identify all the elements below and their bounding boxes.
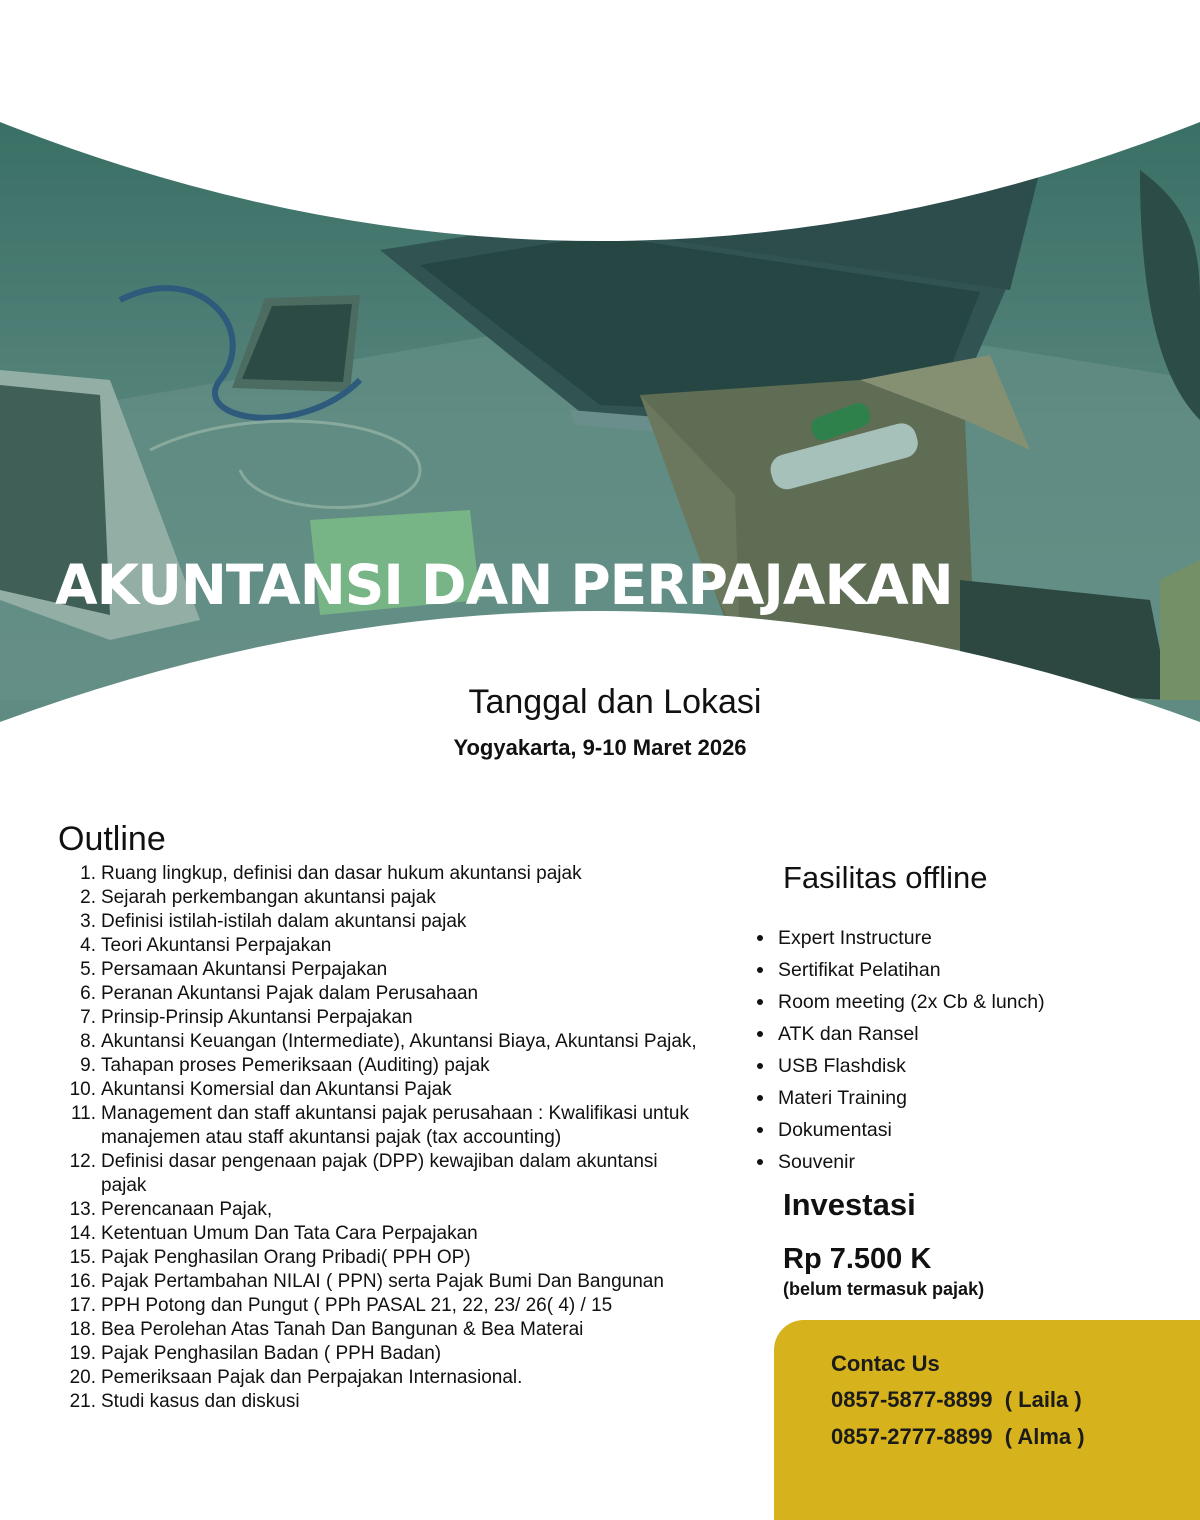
outline-item-number: 4. xyxy=(80,935,96,956)
outline-item xyxy=(58,1366,708,1390)
facility-item-text: Dokumentasi xyxy=(778,1119,892,1141)
outline-item xyxy=(58,958,708,982)
facility-item-text: USB Flashdisk xyxy=(778,1055,906,1077)
outline-item xyxy=(58,1198,708,1222)
bullet-icon xyxy=(757,1095,763,1101)
outline-item-text: Pemeriksaan Pajak dan Perpajakan Internasional. xyxy=(101,1367,523,1388)
outline-item-text: Perencanaan Pajak, xyxy=(101,1199,273,1220)
outline-item-number: 17. xyxy=(69,1295,96,1316)
bullet-icon xyxy=(757,935,763,941)
outline-item-text: Studi kasus dan diskusi xyxy=(101,1391,300,1412)
outline-item-number: 7. xyxy=(80,1007,96,1028)
outline-item-text: Management dan staff akuntansi pajak perusahaan : Kwalifikasi untuk manajemen atau staff akuntansi pajak (tax accounting) xyxy=(101,1103,689,1148)
investment-heading: Investasi xyxy=(783,1187,916,1222)
outline-item xyxy=(58,910,708,934)
facility-item xyxy=(755,1146,1045,1178)
facility-item-text: ATK dan Ransel xyxy=(778,1023,919,1045)
bullet-icon xyxy=(757,1127,763,1133)
outline-item-number: 14. xyxy=(69,1223,96,1244)
outline-item-number: 15. xyxy=(69,1247,96,1268)
outline-heading: Outline xyxy=(58,820,166,858)
outline-item-text: PPH Potong dan Pungut ( PPh PASAL 21, 22, 23/ 26( 4) / 15 xyxy=(101,1295,613,1316)
outline-item-number: 10. xyxy=(69,1079,96,1100)
outline-item-number: 18. xyxy=(69,1319,96,1340)
outline-item-number: 9. xyxy=(80,1055,96,1076)
outline-item-text: Ketentuan Umum Dan Tata Cara Perpajakan xyxy=(101,1223,478,1244)
outline-item-number: 6. xyxy=(80,983,96,1004)
facility-item-text: Sertifikat Pelatihan xyxy=(778,959,941,981)
outline-item xyxy=(58,1006,708,1030)
outline-item-number: 5. xyxy=(80,959,96,980)
facility-item xyxy=(755,954,1045,986)
facilities-list xyxy=(755,922,1045,1178)
facility-item xyxy=(755,1114,1045,1146)
outline-item xyxy=(58,1030,708,1054)
outline-list xyxy=(58,862,708,1414)
outline-item-number: 20. xyxy=(69,1367,96,1388)
outline-item-text: Teori Akuntansi Perpajakan xyxy=(101,935,332,956)
outline-item-number: 8. xyxy=(80,1031,96,1052)
outline-item xyxy=(58,1150,708,1198)
outline-item-text: Definisi dasar pengenaan pajak (DPP) kewajiban dalam akuntansi pajak xyxy=(101,1151,658,1196)
outline-item-number: 11. xyxy=(70,1103,96,1124)
bullet-icon xyxy=(757,999,763,1005)
outline-item-text: Pajak Penghasilan Orang Pribadi( PPH OP) xyxy=(101,1247,471,1268)
schedule-heading: Tanggal dan Lokasi xyxy=(468,683,762,721)
outline-item-text: Pajak Pertambahan NILAI ( PPN) serta Pajak Bumi Dan Bangunan xyxy=(101,1271,664,1292)
outline-item-text: Ruang lingkup, definisi dan dasar hukum akuntansi pajak xyxy=(101,863,582,884)
outline-item xyxy=(58,1246,708,1270)
bullet-icon xyxy=(757,1063,763,1069)
outline-item-text: Bea Perolehan Atas Tanah Dan Bangunan & Bea Materai xyxy=(101,1319,584,1340)
contact-title: Contac Us xyxy=(831,1351,940,1376)
outline-item-text: Sejarah perkembangan akuntansi pajak xyxy=(101,887,436,908)
facility-item-text: Room meeting (2x Cb & lunch) xyxy=(778,991,1045,1013)
facility-item xyxy=(755,1050,1045,1082)
outline-item xyxy=(58,1222,708,1246)
outline-item-text: Peranan Akuntansi Pajak dalam Perusahaan xyxy=(101,983,479,1004)
contact-phone-laila: 0857-5877-8899 ( Laila ) xyxy=(831,1387,1082,1412)
outline-item xyxy=(58,934,708,958)
facility-item xyxy=(755,922,1045,954)
facility-item-text: Materi Training xyxy=(778,1087,907,1109)
facilities-heading: Fasilitas offline xyxy=(783,860,988,895)
contact-phone-alma: 0857-2777-8899 ( Alma ) xyxy=(831,1424,1085,1449)
outline-item-number: 13. xyxy=(69,1199,96,1220)
outline-item xyxy=(58,1390,708,1414)
outline-item-text: Akuntansi Komersial dan Akuntansi Pajak xyxy=(101,1079,452,1100)
outline-item-number: 21. xyxy=(69,1391,96,1412)
outline-item xyxy=(58,1270,708,1294)
outline-item xyxy=(58,1102,708,1150)
outline-item xyxy=(58,1078,708,1102)
outline-item xyxy=(58,862,708,886)
bullet-icon xyxy=(757,1031,763,1037)
facility-item-text: Souvenir xyxy=(778,1151,855,1173)
facility-item xyxy=(755,1082,1045,1114)
contact-box xyxy=(774,1320,1200,1520)
outline-item xyxy=(58,982,708,1006)
banner-title: AKUNTANSI DAN PERPAJAKAN xyxy=(55,553,953,617)
bullet-icon xyxy=(757,1159,763,1165)
outline-item xyxy=(58,1342,708,1366)
bullet-icon xyxy=(757,967,763,973)
price-value: Rp 7.500 K xyxy=(783,1243,932,1275)
outline-item-number: 12. xyxy=(69,1151,96,1172)
facility-item-text: Expert Instructure xyxy=(778,927,932,949)
schedule-value: Yogyakarta, 9-10 Maret 2026 xyxy=(453,735,747,760)
outline-item xyxy=(58,1054,708,1078)
outline-item-text: Pajak Penghasilan Badan ( PPH Badan) xyxy=(101,1343,442,1364)
outline-item-number: 19. xyxy=(69,1343,96,1364)
price-note: (belum termasuk pajak) xyxy=(783,1279,985,1299)
outline-item-text: Persamaan Akuntansi Perpajakan xyxy=(101,959,388,980)
outline-item-number: 1. xyxy=(80,863,96,884)
outline-item-number: 2. xyxy=(80,887,96,908)
outline-item-text: Tahapan proses Pemeriksaan (Auditing) pajak xyxy=(101,1055,490,1076)
outline-item xyxy=(58,1318,708,1342)
outline-item-number: 16. xyxy=(69,1271,96,1292)
facility-item xyxy=(755,986,1045,1018)
outline-item-text: Akuntansi Keuangan (Intermediate), Akuntansi Biaya, Akuntansi Pajak, xyxy=(101,1031,697,1052)
outline-item-text: Prinsip-Prinsip Akuntansi Perpajakan xyxy=(101,1007,413,1028)
outline-item-text: Definisi istilah-istilah dalam akuntansi pajak xyxy=(101,911,467,932)
facility-item xyxy=(755,1018,1045,1050)
outline-item xyxy=(58,886,708,910)
outline-item-number: 3. xyxy=(80,911,96,932)
outline-item xyxy=(58,1294,708,1318)
